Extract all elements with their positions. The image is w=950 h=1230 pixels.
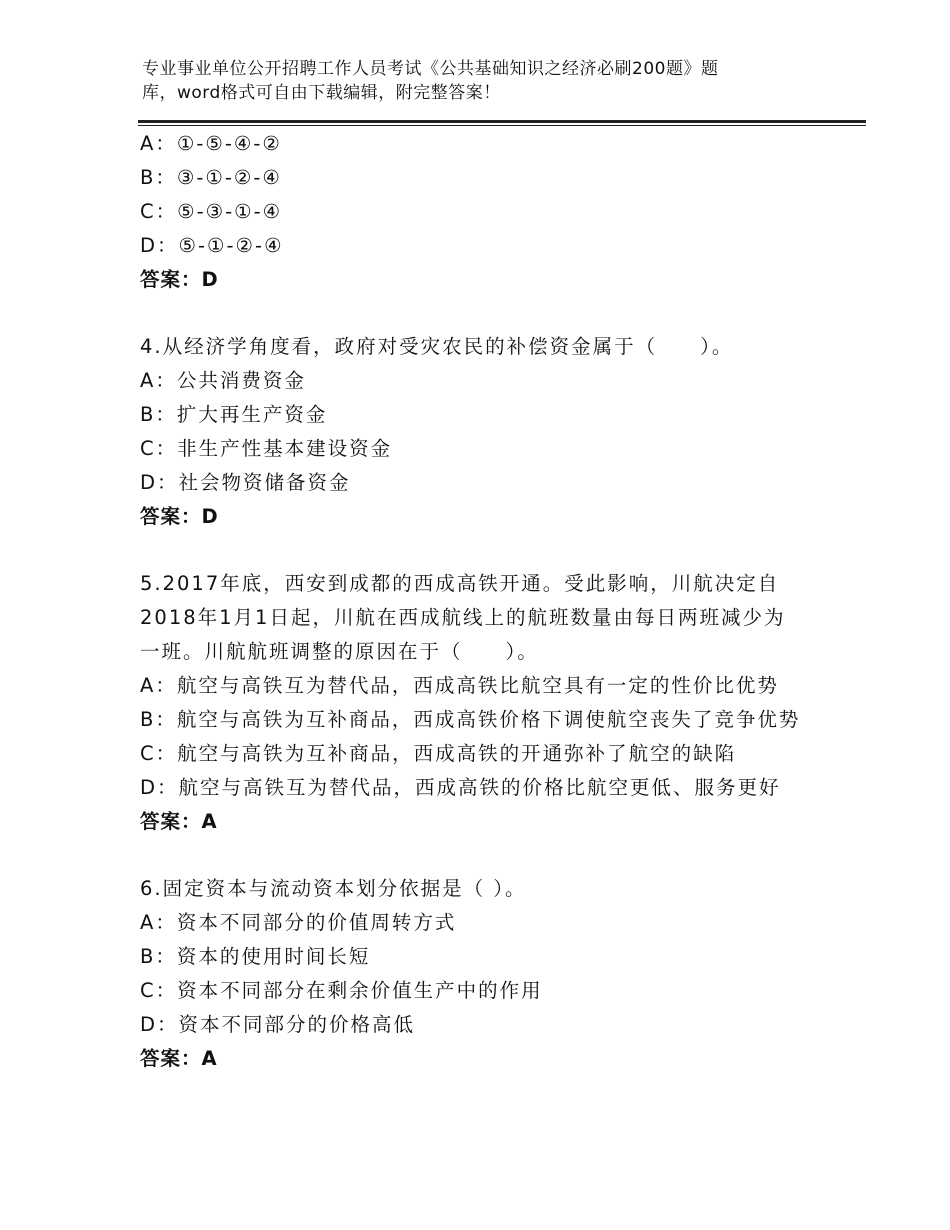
- option-b: B：资本的使用时间长短: [140, 945, 371, 968]
- option-b: B：③-①-②-④: [140, 166, 282, 189]
- option-a: A：资本不同部分的价值周转方式: [140, 911, 457, 934]
- option-d: D：社会物资储备资金: [140, 471, 351, 494]
- option-b: B：航空与高铁为互补商品，西成高铁价格下调使航空丧失了竞争优势: [140, 708, 801, 731]
- question-stem-line-2: 2018年1月1日起，川航在西成航线上的航班数量由每日两班减少为: [140, 606, 786, 629]
- answer-label: 答案：A: [140, 810, 218, 833]
- question-stem-line-3: 一班。川航航班调整的原因在于（ ）。: [140, 640, 539, 663]
- option-c: C：⑤-③-①-④: [140, 200, 283, 223]
- spacer: [140, 297, 860, 330]
- question-stem-line-1: 5.2017年底，西安到成都的西成高铁开通。受此影响，川航决定自: [140, 572, 780, 595]
- answer-label: 答案：D: [140, 268, 219, 291]
- spacer: [140, 839, 860, 872]
- header-title-line-1: 专业事业单位公开招聘工作人员考试《公共基础知识之经济必刷200题》题: [142, 59, 719, 79]
- question-4: [140, 330, 860, 534]
- question-stem: 4.从经济学角度看，政府对受灾农民的补偿资金属于（ ）。: [140, 335, 734, 358]
- option-a: A：航空与高铁互为替代品，西成高铁比航空具有一定的性价比优势: [140, 674, 779, 697]
- option-a: A：①-⑤-④-②: [140, 132, 282, 155]
- question-list: [140, 127, 860, 1076]
- question-6: [140, 872, 860, 1076]
- header-divider-thick: [138, 120, 866, 123]
- answer-label: 答案：A: [140, 1047, 218, 1070]
- option-d: D：资本不同部分的价格高低: [140, 1013, 416, 1036]
- answer-label: 答案：D: [140, 505, 219, 528]
- question-stem: 6.固定资本与流动资本划分依据是（ ）。: [140, 877, 527, 900]
- question-3-tail: [140, 127, 860, 297]
- document-header: [142, 57, 782, 105]
- option-a: A：公共消费资金: [140, 369, 306, 392]
- spacer: [140, 534, 860, 567]
- option-c: C：非生产性基本建设资金: [140, 437, 393, 460]
- option-d: D：航空与高铁互为替代品，西成高铁的价格比航空更低、服务更好: [140, 776, 781, 799]
- option-c: C：资本不同部分在剩余价值生产中的作用: [140, 979, 543, 1002]
- header-title-line-2: 库，word格式可自由下载编辑，附完整答案！: [142, 83, 501, 103]
- option-b: B：扩大再生产资金: [140, 403, 328, 426]
- option-d: D：⑤-①-②-④: [140, 234, 284, 257]
- question-5: [140, 567, 860, 839]
- option-c: C：航空与高铁为互补商品，西成高铁的开通弥补了航空的缺陷: [140, 742, 737, 765]
- header-divider-thin: [138, 125, 866, 126]
